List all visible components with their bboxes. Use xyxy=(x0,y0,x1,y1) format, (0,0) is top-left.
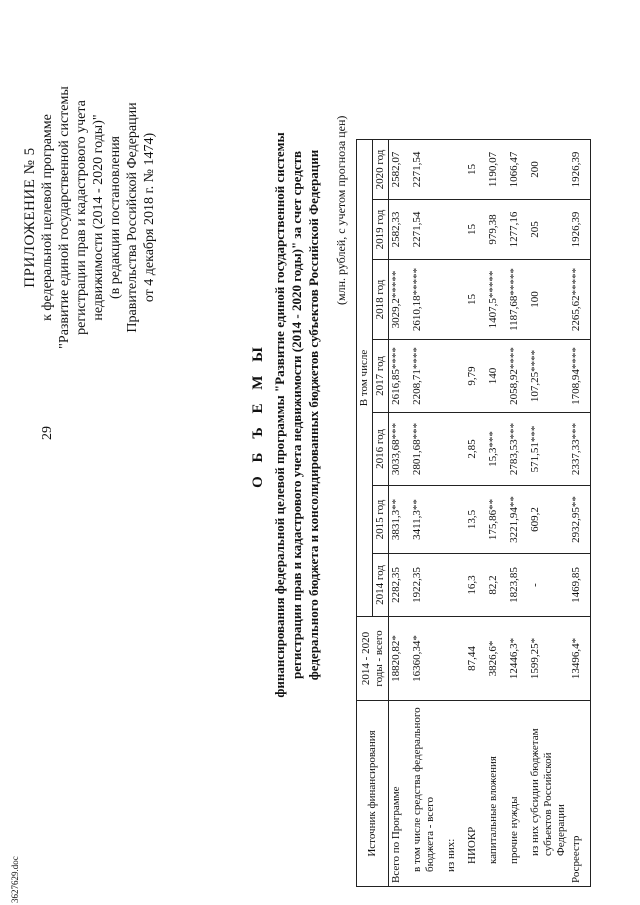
table-cell: 3033,68*** xyxy=(389,413,411,486)
row-label: НИОКР xyxy=(465,701,486,887)
table-cell: 15 xyxy=(465,260,486,340)
table-cell xyxy=(444,340,465,413)
table-cell: 2610,18***** xyxy=(410,260,444,340)
heading-line: регистрации прав и кадастрового учета недвижимости (2014 - 2020 годы)" за счет средств xyxy=(289,150,304,680)
table-cell: 1926,39 xyxy=(569,140,591,200)
table-cell: 1926,39 xyxy=(569,200,591,260)
header-year: 2015 год xyxy=(373,486,389,554)
table-cell: 87,44 xyxy=(465,617,486,701)
heading-line: финансирования федеральной целевой программы "Развитие единой государственной системы xyxy=(272,132,287,698)
table-cell: 18820,82* xyxy=(389,617,411,701)
table-cell: 1469,85 xyxy=(569,554,591,617)
table-cell: 2337,33*** xyxy=(569,413,591,486)
table-cell: 15 xyxy=(465,140,486,200)
table-cell: 2282,35 xyxy=(389,554,411,617)
header-in-that-number: В том числе xyxy=(357,140,373,617)
table-cell: 200 xyxy=(528,140,569,200)
table-cell: 9,79 xyxy=(465,340,486,413)
table-cell: 1922,35 xyxy=(410,554,444,617)
heading-title: О Б Ъ Е М Ы xyxy=(250,342,266,488)
table-cell: 15 xyxy=(465,200,486,260)
table-cell: 979,38 xyxy=(486,200,507,260)
table-row xyxy=(389,140,411,887)
appendix-line: "Развитие единой государственной системы xyxy=(57,86,72,349)
table-cell: 571,51*** xyxy=(528,413,569,486)
table-cell xyxy=(444,200,465,260)
table-cell: 2058,92**** xyxy=(507,340,528,413)
table-cell: 140 xyxy=(486,340,507,413)
table-row xyxy=(465,140,486,887)
row-label: капитальные вложения xyxy=(486,701,507,887)
document-id: 3627629.doc xyxy=(10,856,20,903)
table-cell xyxy=(444,554,465,617)
row-label: Росреестр xyxy=(569,701,591,887)
header-source: Источник финансирования xyxy=(357,701,389,887)
unit-note: (млн. рублей, с учетом прогноза цен) xyxy=(334,115,348,305)
table-cell: 2801,68*** xyxy=(410,413,444,486)
page-number: 29 xyxy=(40,426,55,440)
table-cell xyxy=(444,260,465,340)
table-cell: 1407,5***** xyxy=(486,260,507,340)
table-cell: 175,86** xyxy=(486,486,507,554)
row-label: прочие нужды xyxy=(507,701,528,887)
table-cell: 2783,53*** xyxy=(507,413,528,486)
table-cell: 2,85 xyxy=(465,413,486,486)
financing-table xyxy=(356,139,591,887)
document-heading xyxy=(250,125,322,705)
header-total: 2014 - 2020 годы - всего xyxy=(357,617,389,701)
table-cell: 15,3*** xyxy=(486,413,507,486)
header-year: 2016 год xyxy=(373,413,389,486)
table-cell: 3411,3** xyxy=(410,486,444,554)
table-cell: 2932,95** xyxy=(569,486,591,554)
appendix-block xyxy=(22,20,158,415)
table-cell: 3826,6* xyxy=(486,617,507,701)
table-row xyxy=(444,140,465,887)
table-cell: 1599,25* xyxy=(528,617,569,701)
header-year: 2020 год xyxy=(373,140,389,200)
table-cell: 16360,34* xyxy=(410,617,444,701)
table-cell: 3221,94** xyxy=(507,486,528,554)
header-year: 2017 год xyxy=(373,340,389,413)
row-label: Всего по Программе xyxy=(389,701,411,887)
table-cell: 1187,68***** xyxy=(507,260,528,340)
table-cell: 2271,54 xyxy=(410,140,444,200)
appendix-line: Правительства Российской Федерации xyxy=(125,102,140,333)
row-label: в том числе средства федерального бюджета - всего xyxy=(410,701,444,887)
table-cell: 13,5 xyxy=(465,486,486,554)
table-cell: 3831,3** xyxy=(389,486,411,554)
table-row xyxy=(410,140,444,887)
table-cell: 2265,62***** xyxy=(569,260,591,340)
table-header-row xyxy=(357,140,373,887)
header-year: 2014 год xyxy=(373,554,389,617)
table-cell: 2582,33 xyxy=(389,200,411,260)
table-row xyxy=(486,140,507,887)
table-cell: 13496,4* xyxy=(569,617,591,701)
table-cell: 12446,3* xyxy=(507,617,528,701)
table-cell: 16,3 xyxy=(465,554,486,617)
table-cell: 1277,16 xyxy=(507,200,528,260)
row-label: из них: xyxy=(444,701,465,887)
table-cell: 100 xyxy=(528,260,569,340)
appendix-line: регистрации прав и кадастрового учета xyxy=(74,100,89,335)
table-cell xyxy=(444,140,465,200)
table-cell: - xyxy=(528,554,569,617)
table-cell: 609,2 xyxy=(528,486,569,554)
appendix-line: к федеральной целевой программе xyxy=(40,114,55,321)
table-cell xyxy=(444,413,465,486)
appendix-line: (в редакции постановления xyxy=(108,135,123,300)
table-cell: 2271,54 xyxy=(410,200,444,260)
table-cell: 2582,07 xyxy=(389,140,411,200)
table-cell: 2208,71**** xyxy=(410,340,444,413)
table-cell: 82,2 xyxy=(486,554,507,617)
table-row xyxy=(569,140,591,887)
header-year: 2019 год xyxy=(373,200,389,260)
table-row xyxy=(507,140,528,887)
table-cell xyxy=(444,486,465,554)
table-cell: 1066,47 xyxy=(507,140,528,200)
header-year: 2018 год xyxy=(373,260,389,340)
heading-line: федерального бюджета и консолидированных бюджетов субъектов Российской Федерации xyxy=(306,149,321,681)
table-cell: 1823,85 xyxy=(507,554,528,617)
table-cell: 1190,07 xyxy=(486,140,507,200)
table-cell: 1708,94**** xyxy=(569,340,591,413)
appendix-line: от 4 декабря 2018 г. № 1474) xyxy=(142,132,157,303)
table-cell: 205 xyxy=(528,200,569,260)
row-label: из них субсидии бюджетам субъектов Российской Федерации xyxy=(528,701,569,887)
appendix-title: ПРИЛОЖЕНИЕ № 5 xyxy=(22,147,38,288)
table-cell: 2616,85**** xyxy=(389,340,411,413)
table-row xyxy=(528,140,569,887)
table-cell: 3029,2***** xyxy=(389,260,411,340)
table-cell: 107,25**** xyxy=(528,340,569,413)
appendix-line: недвижимости (2014 - 2020 годы)" xyxy=(91,114,106,321)
table-cell xyxy=(444,617,465,701)
